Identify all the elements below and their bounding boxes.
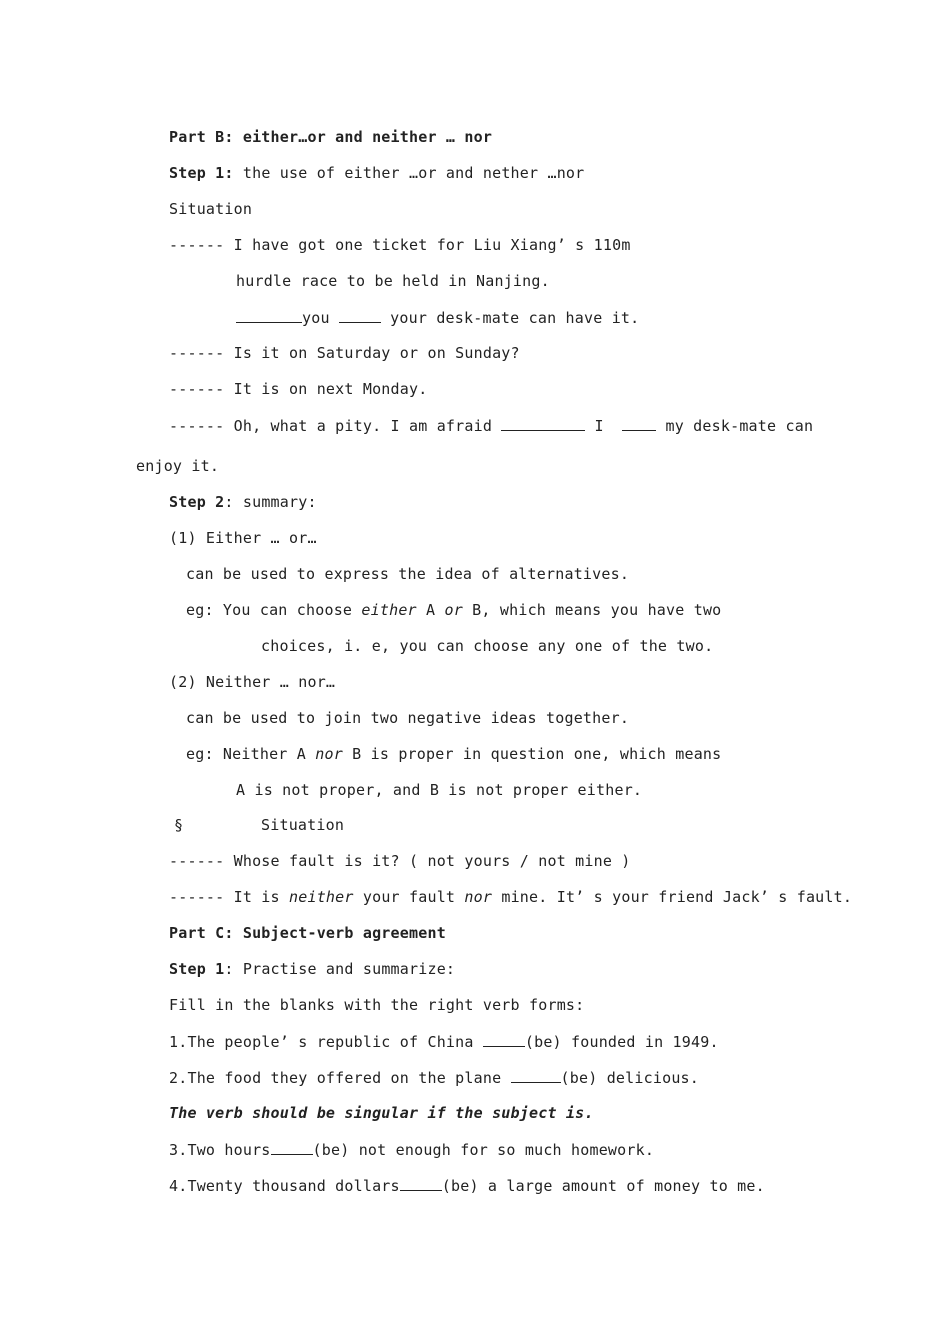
either-or-example	[186, 601, 721, 619]
blank[interactable]	[511, 1068, 561, 1083]
neither-nor-example-cont: A is not proper, and B is not proper either.	[236, 781, 643, 799]
dialog-line-4: ------ Is it on Saturday or on Sunday?	[169, 344, 520, 362]
dialog-text: you	[302, 309, 330, 327]
dialog-text: mine. It’ s your friend Jack’ s fault.	[492, 888, 853, 906]
exercise-text: 2.The food they offered on the plane	[169, 1069, 511, 1087]
situation-label: Situation	[169, 200, 253, 218]
blank[interactable]	[400, 1176, 442, 1191]
dialog-text: your desk-mate can have it.	[380, 309, 640, 327]
exercise-4	[169, 1176, 765, 1195]
blank[interactable]	[483, 1032, 525, 1047]
dialog-text: I have got one ticket for Liu Xiang’ s 110m	[233, 236, 631, 254]
dialog-line-7: enjoy it.	[136, 457, 220, 475]
exercise-text: 3.Two hours	[169, 1141, 271, 1159]
dialog2-line-1: ------ Whose fault is it? ( not yours / not mine )	[169, 852, 631, 870]
example-emphasis: nor	[315, 745, 343, 763]
dialog-line-5: ------ It is on next Monday.	[169, 380, 428, 398]
example-text: B is proper in question one, which means	[342, 745, 722, 763]
neither-nor-desc: can be used to join two negative ideas together.	[186, 709, 630, 727]
situation-label-2: Situation	[261, 816, 345, 834]
dialog-text: your fault	[353, 888, 465, 906]
dialog-text: I	[585, 417, 623, 435]
rule-note: The verb should be singular if the subject is.	[169, 1104, 594, 1122]
dialog-text: ------ It is	[169, 888, 289, 906]
part-b-title: Part B: either…or and neither … nor	[169, 128, 493, 146]
example-emphasis: or	[444, 601, 463, 619]
dialog-text: ------ Oh, what a pity. I am afraid	[169, 417, 502, 435]
blank[interactable]	[236, 308, 302, 323]
dialog-line-6	[169, 416, 813, 435]
instruction: Fill in the blanks with the right verb forms:	[169, 996, 585, 1014]
example-text: eg: Neither A	[186, 745, 316, 763]
step-1-label: Step 1:	[169, 164, 234, 182]
dialog-emphasis: nor	[464, 888, 493, 906]
blank[interactable]	[501, 416, 585, 431]
exercise-2	[169, 1068, 699, 1087]
exercise-text: (be) not enough for so much homework.	[312, 1141, 655, 1159]
step-1-label: Step 1	[169, 960, 225, 978]
blank[interactable]	[271, 1140, 313, 1155]
neither-nor-heading: (2) Neither … nor…	[169, 673, 336, 691]
exercise-1	[169, 1032, 719, 1051]
dialog-text: my desk-mate can	[656, 417, 814, 435]
dialog-dash: ------	[169, 236, 234, 254]
step-2-text: : summary:	[224, 493, 317, 511]
dialog-line-2: hurdle race to be held in Nanjing.	[236, 272, 550, 290]
exercise-3	[169, 1140, 654, 1159]
exercise-text: 4.Twenty thousand dollars	[169, 1177, 400, 1195]
example-text: A	[416, 601, 445, 619]
step-2-label: Step 2	[169, 493, 225, 511]
part-c-title: Part C: Subject-verb agreement	[169, 924, 446, 942]
step-1-text: : Practise and summarize:	[224, 960, 456, 978]
exercise-text: 1.The people’ s republic of China	[169, 1033, 483, 1051]
exercise-text: (be) delicious.	[560, 1069, 700, 1087]
dialog-emphasis: neither	[289, 888, 354, 906]
step-2-line	[169, 493, 317, 511]
exercise-text: (be) founded in 1949.	[524, 1033, 719, 1051]
example-emphasis: either	[361, 601, 417, 619]
blank[interactable]	[339, 308, 381, 323]
neither-nor-example	[186, 745, 721, 763]
either-or-example-cont: choices, i. e, you can choose any one of the two.	[261, 637, 714, 655]
step-1-text: the use of either …or and nether …nor	[233, 164, 585, 182]
dialog2-line-2	[169, 888, 852, 906]
dialog-line-3	[236, 308, 639, 327]
either-or-heading: (1) Either … or…	[169, 529, 317, 547]
either-or-desc: can be used to express the idea of alternatives.	[186, 565, 630, 583]
dialog-line-1	[169, 236, 631, 254]
part-c-step-1	[169, 960, 455, 978]
blank[interactable]	[622, 416, 656, 431]
example-text: eg: You can choose	[186, 601, 362, 619]
exercise-text: (be) a large amount of money to me.	[441, 1177, 765, 1195]
example-text: B, which means you have two	[462, 601, 722, 619]
step-1-line	[169, 164, 584, 182]
section-symbol: §	[174, 816, 184, 834]
